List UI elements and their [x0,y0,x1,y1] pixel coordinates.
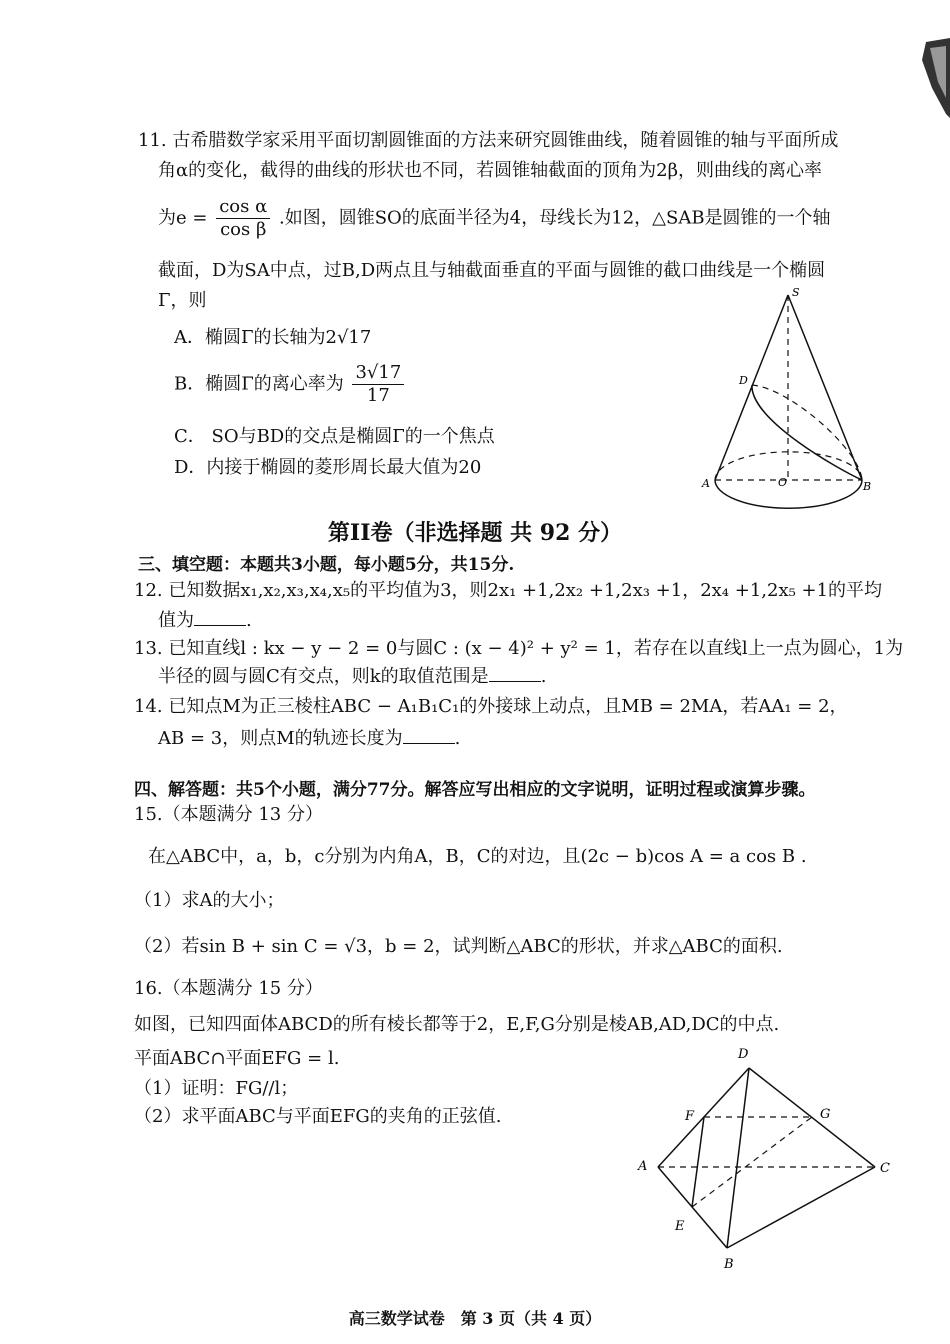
q11-line5: Γ，则 [158,290,207,311]
q11-line2: 角α的变化，截得的曲线的形状也不同，若圆锥轴截面的顶角为2β，则曲线的离心率 [158,160,823,181]
q11-line3: 为e = $\frac{\text{cos α}}{\text{cos β}}$ .如图，圆锥SO的底面半径为4，母线长为12，△SAB是圆锥的一个轴 [158,196,831,240]
q14-line2: AB = 3，则点M的轨迹长度为 . [158,728,461,749]
q13-line1: 13. 已知直线l : kx − y − 2 = 0与圆C : (x − 4)² + y² = 1，若存在以直线l上一点为圆心，1为 [134,638,904,659]
q15-part1: （1）求A的大小； [134,890,285,911]
q11-line4: 截面，D为SA中点，过B,D两点且与轴截面垂直的平面与圆锥的截口曲线是一个椭圆 [158,260,826,281]
q15-part2: （2）若sin B + sin C = √3，b = 2，试判断△ABC的形状，并求△ABC的面积. [134,936,783,957]
section4-heading: 四、解答题：共5个小题，满分77分。解答应写出相应的文字说明，证明过程或演算步骤。 [134,780,816,800]
q14-answer-blank [403,729,455,744]
cone-figure [690,280,890,515]
q15-heading: 15.（本题满分 13 分） [134,804,323,825]
label-b: B [863,480,872,493]
q16-stem1: 如图，已知四面体ABCD的所有棱长都等于2，E,F,G分别是棱AB,AD,DC的中点. [134,1014,780,1035]
q12-line1: 12. 已知数据x₁,x₂,x₃,x₄,x₅的平均值为3，则2x₁ +1,2x₂ +1,2x₃ +1，2x₄ +1,2x₅ +1的平均 [134,580,883,601]
q11-option-c: C． SO与BD的交点是椭圆Γ的一个焦点 [174,426,495,447]
eccentricity-fraction: $\frac{\text{cos α}}{\text{cos β}}$ [216,196,270,241]
q16-stem2: 平面ABC∩平面EFG = l. [134,1048,340,1069]
label-d: D [738,1047,749,1062]
label-f: F [685,1109,695,1124]
label-g: G [820,1107,831,1122]
label-c: C [880,1161,890,1176]
q13-answer-blank [489,667,541,682]
q16-heading: 16.（本题满分 15 分） [134,978,323,999]
q15-stem: 在△ABC中，a，b，c分别为内角A，B，C的对边，且(2c − b)cos A = a cos B . [148,846,807,867]
q12-answer-blank [194,611,246,626]
page-footer: 高三数学试卷 第 3 页（共 4 页） [348,1309,602,1328]
q11-option-a: A．椭圆Γ的长轴为2√17 [174,327,372,348]
label-s: S [792,286,800,299]
q11-line1: 11. 古希腊数学家采用平面切割圆锥面的方法来研究圆锥曲线，随着圆锥的轴与平面所成 [138,130,839,151]
label-e: E [675,1219,685,1234]
q13-line2: 半径的圆与圆C有交点，则k的取值范围是 . [158,666,547,687]
q12-line2: 值为 . [158,610,252,631]
q11-option-d: D．内接于椭圆的菱形周长最大值为20 [174,457,482,478]
q16-part1: （1）证明：FG//l； [134,1078,299,1099]
q16-part2: （2）求平面ABC与平面EFG的夹角的正弦值. [134,1106,502,1127]
section3-heading: 三、填空题：本题共3小题，每小题5分，共15分. [138,555,515,575]
option-b-fraction: $\frac{3√17}{17}$ [352,362,404,407]
seal-fragment [916,38,950,118]
q11-option-b: B．椭圆Γ的离心率为 $\frac{3√17}{17}$ [174,362,407,407]
label-o: O [778,476,788,489]
label-a: A [702,477,710,490]
label-a: A [638,1159,648,1174]
part2-title: 第II卷（非选择题 共 92 分） [327,520,623,546]
q14-line1: 14. 已知点M为正三棱柱ABC − A₁B₁C₁的外接球上动点，且MB = 2MA，若AA₁ = 2， [134,696,848,717]
label-b: B [724,1257,734,1272]
label-d: D [739,374,748,387]
tetrahedron-figure [630,1040,900,1275]
